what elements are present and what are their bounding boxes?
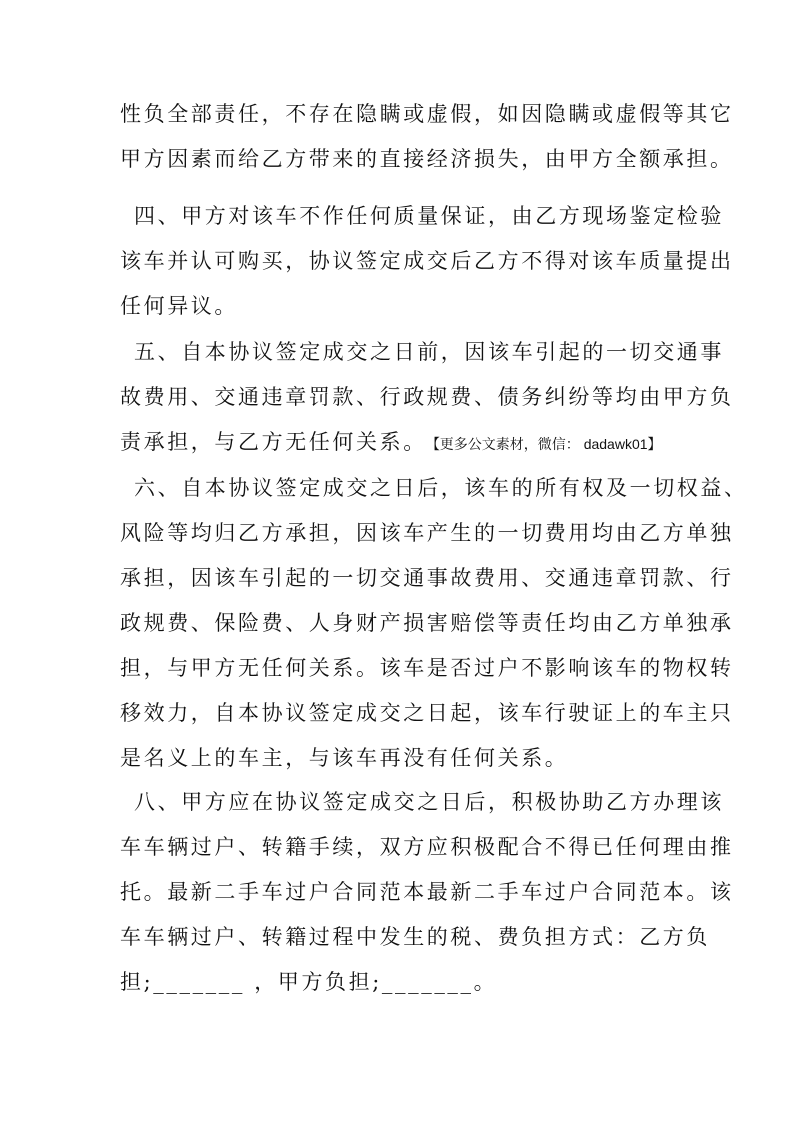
text-line: 故费用、交通违章罚款、行政规费、债务纠纷等均由甲方负 (120, 385, 734, 409)
text-line: 担;_______ ，甲方负担;_______。 (120, 970, 498, 994)
text-line: 五、自本协议签定成交之日前，因该车引起的一切交通事 (134, 340, 724, 364)
text-line: 风险等均归乙方承担，因该车产生的一切费用均由乙方单独 (120, 521, 734, 545)
paragraph-clause-5 (120, 330, 734, 465)
paragraph-continuation (120, 92, 734, 182)
text-line: 承担，因该车引起的一切交通事故费用、交通违章罚款、行 (120, 566, 734, 590)
text-line: 任何异议。 (120, 294, 238, 318)
text-line: 责承担，与乙方无任何关系。 (120, 430, 427, 454)
text-line: 四、甲方对该车不作任何质量保证，由乙方现场鉴定检验 (134, 204, 724, 228)
paragraph-clause-8 (120, 780, 734, 1005)
text-line-with-note (120, 420, 680, 465)
promo-note: 【更多公文素材，微信： dadawk01】 (432, 436, 662, 452)
text-line: 八、甲方应在协议签定成交之日后，积极协助乙方办理该 (134, 790, 724, 814)
text-line: 车车辆过户、转籍过程中发生的税、费负担方式：乙方负 (120, 925, 710, 949)
text-line: 政规费、保险费、人身财产损害赔偿等责任均由乙方单独承 (120, 611, 734, 635)
text-line: 车车辆过户、转籍手续，双方应积极配合不得已任何理由推 (120, 835, 734, 859)
text-line: 六、自本协议签定成交之日后，该车的所有权及一切权益、 (134, 476, 748, 500)
paragraph-clause-6 (120, 466, 748, 781)
text-line: 托。最新二手车过户合同范本最新二手车过户合同范本。该 (120, 880, 734, 904)
text-line: 甲方因素而给乙方带来的直接经济损失，由甲方全额承担。 (120, 147, 734, 171)
text-line: 移效力，自本协议签定成交之日起，该车行驶证上的车主只 (120, 701, 734, 725)
text-line: 担，与甲方无任何关系。该车是否过户不影响该车的物权转 (120, 656, 734, 680)
paragraph-clause-4 (120, 194, 734, 329)
text-line: 是名义上的车主，与该车再没有任何关系。 (120, 746, 569, 770)
text-line: 该车并认可购买，协议签定成交后乙方不得对该车质量提出 (120, 249, 734, 273)
text-line: 性负全部责任，不存在隐瞒或虚假，如因隐瞒或虚假等其它 (120, 102, 734, 126)
